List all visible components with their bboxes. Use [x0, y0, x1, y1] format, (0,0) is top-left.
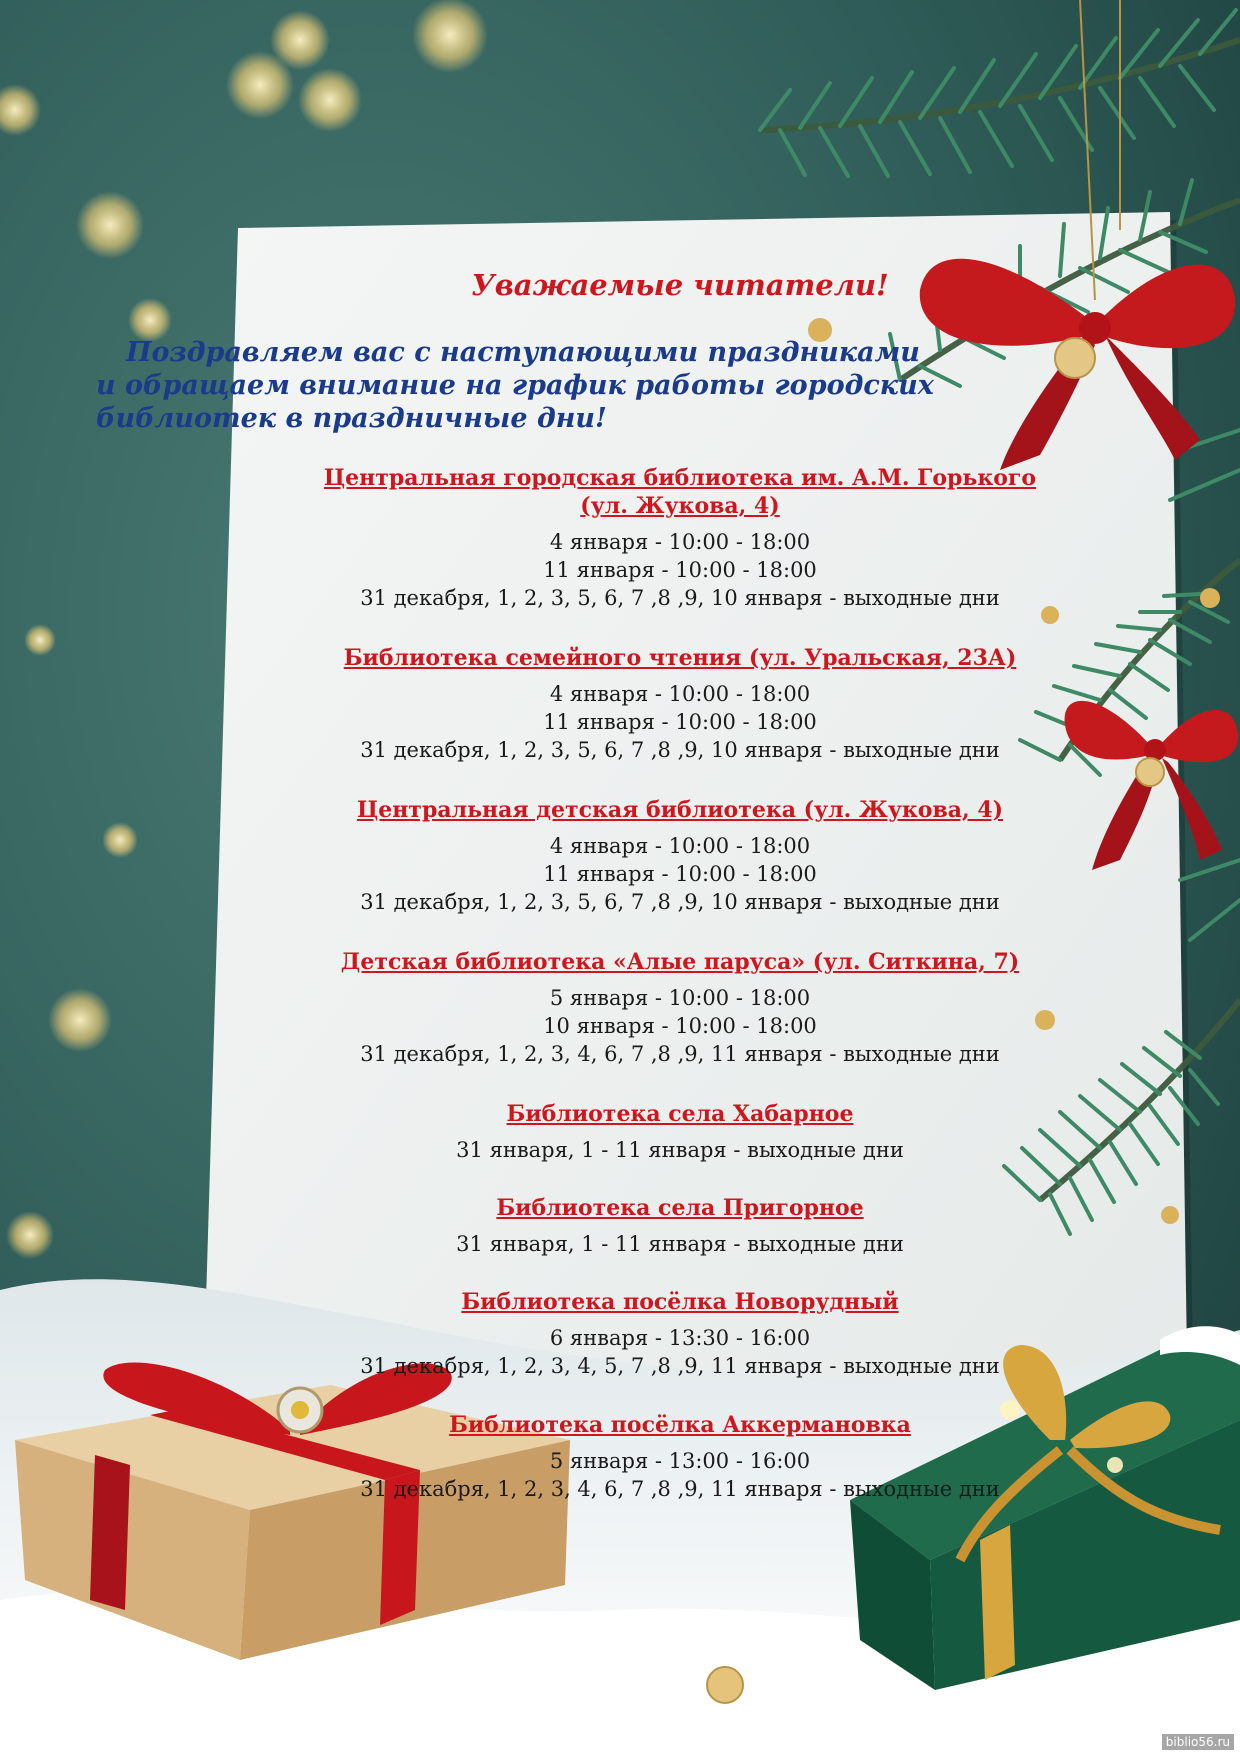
schedule-line: 4 января - 10:00 - 18:00 [549, 530, 811, 554]
schedule-line: 31 декабря, 1, 2, 3, 4, 6, 7 ,8 ,9, 11 января - выходные дни [360, 1477, 1000, 1501]
schedule-line: 31 января, 1 - 11 января - выходные дни [456, 1232, 904, 1256]
schedule-line: 4 января - 10:00 - 18:00 [549, 834, 811, 858]
library-block-prigornoe [280, 1194, 1080, 1258]
schedule-line: 31 декабря, 1, 2, 3, 4, 6, 7 ,8 ,9, 11 января - выходные дни [360, 1042, 1000, 1066]
schedule-line: 5 января - 10:00 - 18:00 [549, 986, 811, 1010]
library-name-line: Библиотека посёлка Новорудный [461, 1289, 899, 1315]
library-name [280, 464, 1080, 520]
library-name-line: Библиотека семейного чтения (ул. Уральская, 23А) [343, 645, 1017, 671]
library-block-gorky [280, 464, 1080, 612]
library-block-alye-parusa [280, 948, 1080, 1068]
library-name [280, 1411, 1080, 1439]
library-name-line: Центральная городская библиотека им. А.М. Горького [323, 465, 1037, 491]
library-name [280, 644, 1080, 672]
library-block-novorudny [280, 1288, 1080, 1380]
library-name [280, 1194, 1080, 1222]
library-name-line: Библиотека посёлка Аккермановка [449, 1412, 911, 1438]
library-block-khabarnoe [280, 1100, 1080, 1164]
greeting-title: Уважаемые читатели! [471, 268, 889, 302]
watermark: biblio56.ru [1162, 1734, 1234, 1750]
schedule-line: 31 января, 1 - 11 января - выходные дни [456, 1138, 904, 1162]
schedule-line: 31 декабря, 1, 2, 3, 5, 6, 7 ,8 ,9, 10 января - выходные дни [360, 586, 1000, 610]
schedule-line: 4 января - 10:00 - 18:00 [549, 682, 811, 706]
schedule-line: 6 января - 13:30 - 16:00 [549, 1326, 811, 1350]
library-block-family-reading [280, 644, 1080, 764]
library-name-line: Библиотека села Хабарное [506, 1101, 854, 1127]
schedule-line: 31 декабря, 1, 2, 3, 5, 6, 7 ,8 ,9, 10 января - выходные дни [360, 738, 1000, 762]
schedule-line: 11 января - 10:00 - 18:00 [543, 558, 817, 582]
library-name [280, 1288, 1080, 1316]
library-block-central-children [280, 796, 1080, 916]
library-name [280, 796, 1080, 824]
library-name-line: Библиотека села Пригорное [496, 1195, 864, 1221]
schedule-line: 11 января - 10:00 - 18:00 [543, 710, 817, 734]
schedule-line: 11 января - 10:00 - 18:00 [543, 862, 817, 886]
schedule-line: 10 января - 10:00 - 18:00 [543, 1014, 817, 1038]
snow-ornament [707, 1667, 743, 1703]
library-name-line: (ул. Жукова, 4) [580, 493, 780, 519]
library-name-line: Центральная детская библиотека (ул. Жукова, 4) [356, 797, 1004, 823]
schedule-line: 5 января - 13:00 - 16:00 [549, 1449, 811, 1473]
greeting-line: и обращаем внимание на график работы городских [96, 370, 934, 401]
library-name [280, 1100, 1080, 1128]
library-name [280, 948, 1080, 976]
schedule-line: 31 декабря, 1, 2, 3, 4, 5, 7 ,8 ,9, 11 января - выходные дни [360, 1354, 1000, 1378]
greeting-text [96, 336, 976, 435]
greeting-line: библиотек в праздничные дни! [96, 403, 607, 434]
library-name-line: Детская библиотека «Алые паруса» (ул. Ситкина, 7) [340, 949, 1020, 975]
greeting-line: Поздравляем вас с наступающими праздниками [126, 337, 920, 368]
schedule-line: 31 декабря, 1, 2, 3, 5, 6, 7 ,8 ,9, 10 января - выходные дни [360, 890, 1000, 914]
library-block-akkermanovka [280, 1411, 1080, 1503]
